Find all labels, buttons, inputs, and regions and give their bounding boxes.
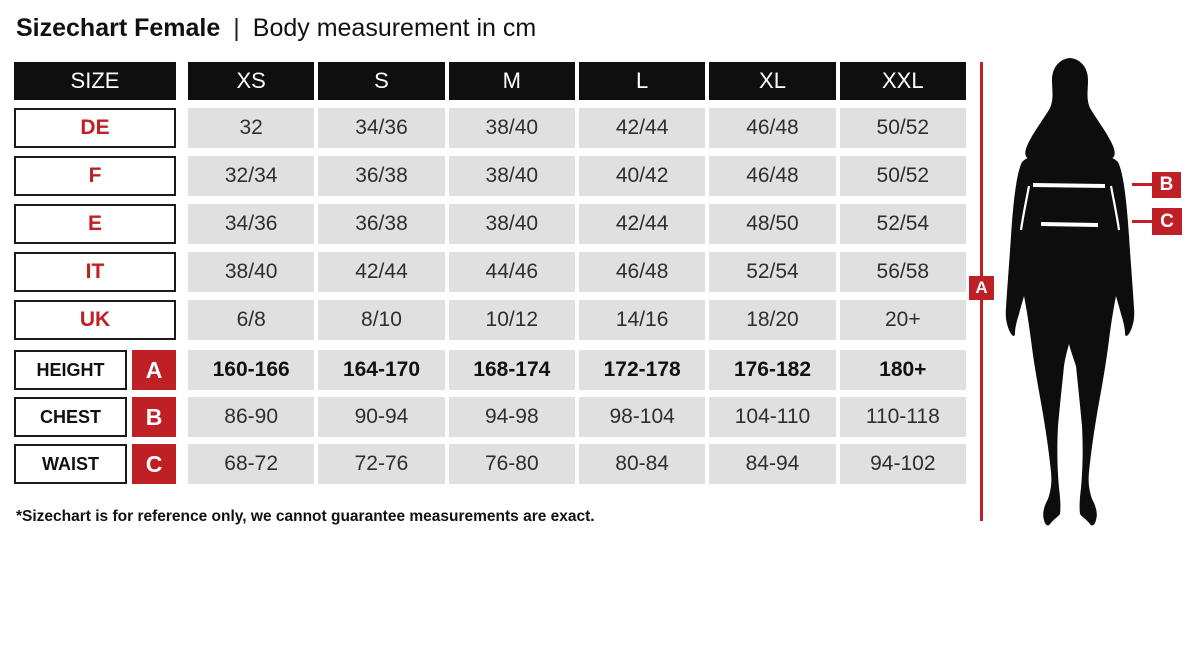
marker-c-badge: C (132, 444, 176, 484)
cell-chest-xl: 104-110 (709, 397, 835, 437)
cell-it-l: 46/48 (579, 252, 705, 292)
chest-measure-tick (1132, 183, 1153, 186)
cell-uk-m: 10/12 (449, 300, 575, 340)
cell-e-m: 38/40 (449, 204, 575, 244)
cell-de-l: 42/44 (579, 108, 705, 148)
cell-e-l: 42/44 (579, 204, 705, 244)
cell-de-xxl: 50/52 (840, 108, 966, 148)
cell-de-xs: 32 (188, 108, 314, 148)
cell-f-xl: 46/48 (709, 156, 835, 196)
column-header-xl: XL (709, 62, 835, 100)
cell-waist-s: 72-76 (318, 444, 444, 484)
cell-chest-xxl: 110-118 (840, 397, 966, 437)
cell-chest-l: 98-104 (579, 397, 705, 437)
title-separator: | (233, 14, 240, 42)
cell-height-l: 172-178 (579, 350, 705, 390)
sizechart-table (14, 62, 966, 491)
column-header-s: S (318, 62, 444, 100)
column-header-xxl: XXL (840, 62, 966, 100)
waist-measure-tick (1132, 220, 1153, 223)
table-row-uk (14, 300, 966, 340)
figure-marker-a: A (969, 276, 994, 300)
title-subtitle: Body measurement in cm (252, 14, 537, 42)
body-figure (955, 50, 1200, 550)
cell-f-m: 38/40 (449, 156, 575, 196)
table-header-row (14, 62, 966, 100)
cell-it-s: 42/44 (318, 252, 444, 292)
cell-f-s: 36/38 (318, 156, 444, 196)
row-label-de: DE (14, 108, 176, 148)
cell-it-m: 44/46 (449, 252, 575, 292)
cell-waist-xs: 68-72 (188, 444, 314, 484)
table-row-de (14, 108, 966, 148)
column-header-l: L (579, 62, 705, 100)
table-row-waist (14, 444, 966, 484)
cell-waist-xl: 84-94 (709, 444, 835, 484)
column-header-m: M (449, 62, 575, 100)
cell-waist-l: 80-84 (579, 444, 705, 484)
female-silhouette-icon (1002, 56, 1152, 530)
cell-uk-s: 8/10 (318, 300, 444, 340)
table-row-f (14, 156, 966, 196)
row-label-height: HEIGHT (14, 350, 127, 390)
table-row-chest (14, 397, 966, 437)
table-row-it (14, 252, 966, 292)
column-header-size: SIZE (14, 62, 176, 100)
row-label-it: IT (14, 252, 176, 292)
cell-uk-l: 14/16 (579, 300, 705, 340)
cell-height-s: 164-170 (318, 350, 444, 390)
page-title (16, 14, 536, 43)
cell-e-xs: 34/36 (188, 204, 314, 244)
table-row-height (14, 350, 966, 390)
row-label-uk: UK (14, 300, 176, 340)
title-main: Sizechart Female (16, 14, 221, 42)
cell-uk-xl: 18/20 (709, 300, 835, 340)
cell-chest-m: 94-98 (449, 397, 575, 437)
cell-chest-s: 90-94 (318, 397, 444, 437)
cell-e-xxl: 52/54 (840, 204, 966, 244)
cell-e-s: 36/38 (318, 204, 444, 244)
table-row-e (14, 204, 966, 244)
cell-waist-m: 76-80 (449, 444, 575, 484)
row-label-e: E (14, 204, 176, 244)
marker-b-badge: B (132, 397, 176, 437)
cell-e-xl: 48/50 (709, 204, 835, 244)
marker-a-badge: A (132, 350, 176, 390)
cell-de-xl: 46/48 (709, 108, 835, 148)
figure-marker-c: C (1152, 208, 1182, 235)
cell-it-xs: 38/40 (188, 252, 314, 292)
cell-de-m: 38/40 (449, 108, 575, 148)
cell-height-xxl: 180+ (840, 350, 966, 390)
cell-f-l: 40/42 (579, 156, 705, 196)
figure-marker-b: B (1152, 172, 1181, 198)
column-header-xs: XS (188, 62, 314, 100)
row-label-waist: WAIST (14, 444, 127, 484)
cell-height-m: 168-174 (449, 350, 575, 390)
cell-height-xs: 160-166 (188, 350, 314, 390)
cell-f-xxl: 50/52 (840, 156, 966, 196)
cell-de-s: 34/36 (318, 108, 444, 148)
row-label-chest: CHEST (14, 397, 127, 437)
cell-f-xs: 32/34 (188, 156, 314, 196)
row-label-f: F (14, 156, 176, 196)
cell-uk-xs: 6/8 (188, 300, 314, 340)
cell-it-xl: 52/54 (709, 252, 835, 292)
cell-waist-xxl: 94-102 (840, 444, 966, 484)
cell-uk-xxl: 20+ (840, 300, 966, 340)
cell-height-xl: 176-182 (709, 350, 835, 390)
cell-chest-xs: 86-90 (188, 397, 314, 437)
footnote: *Sizechart is for reference only, we cannot guarantee measurements are exact. (16, 508, 595, 525)
cell-it-xxl: 56/58 (840, 252, 966, 292)
